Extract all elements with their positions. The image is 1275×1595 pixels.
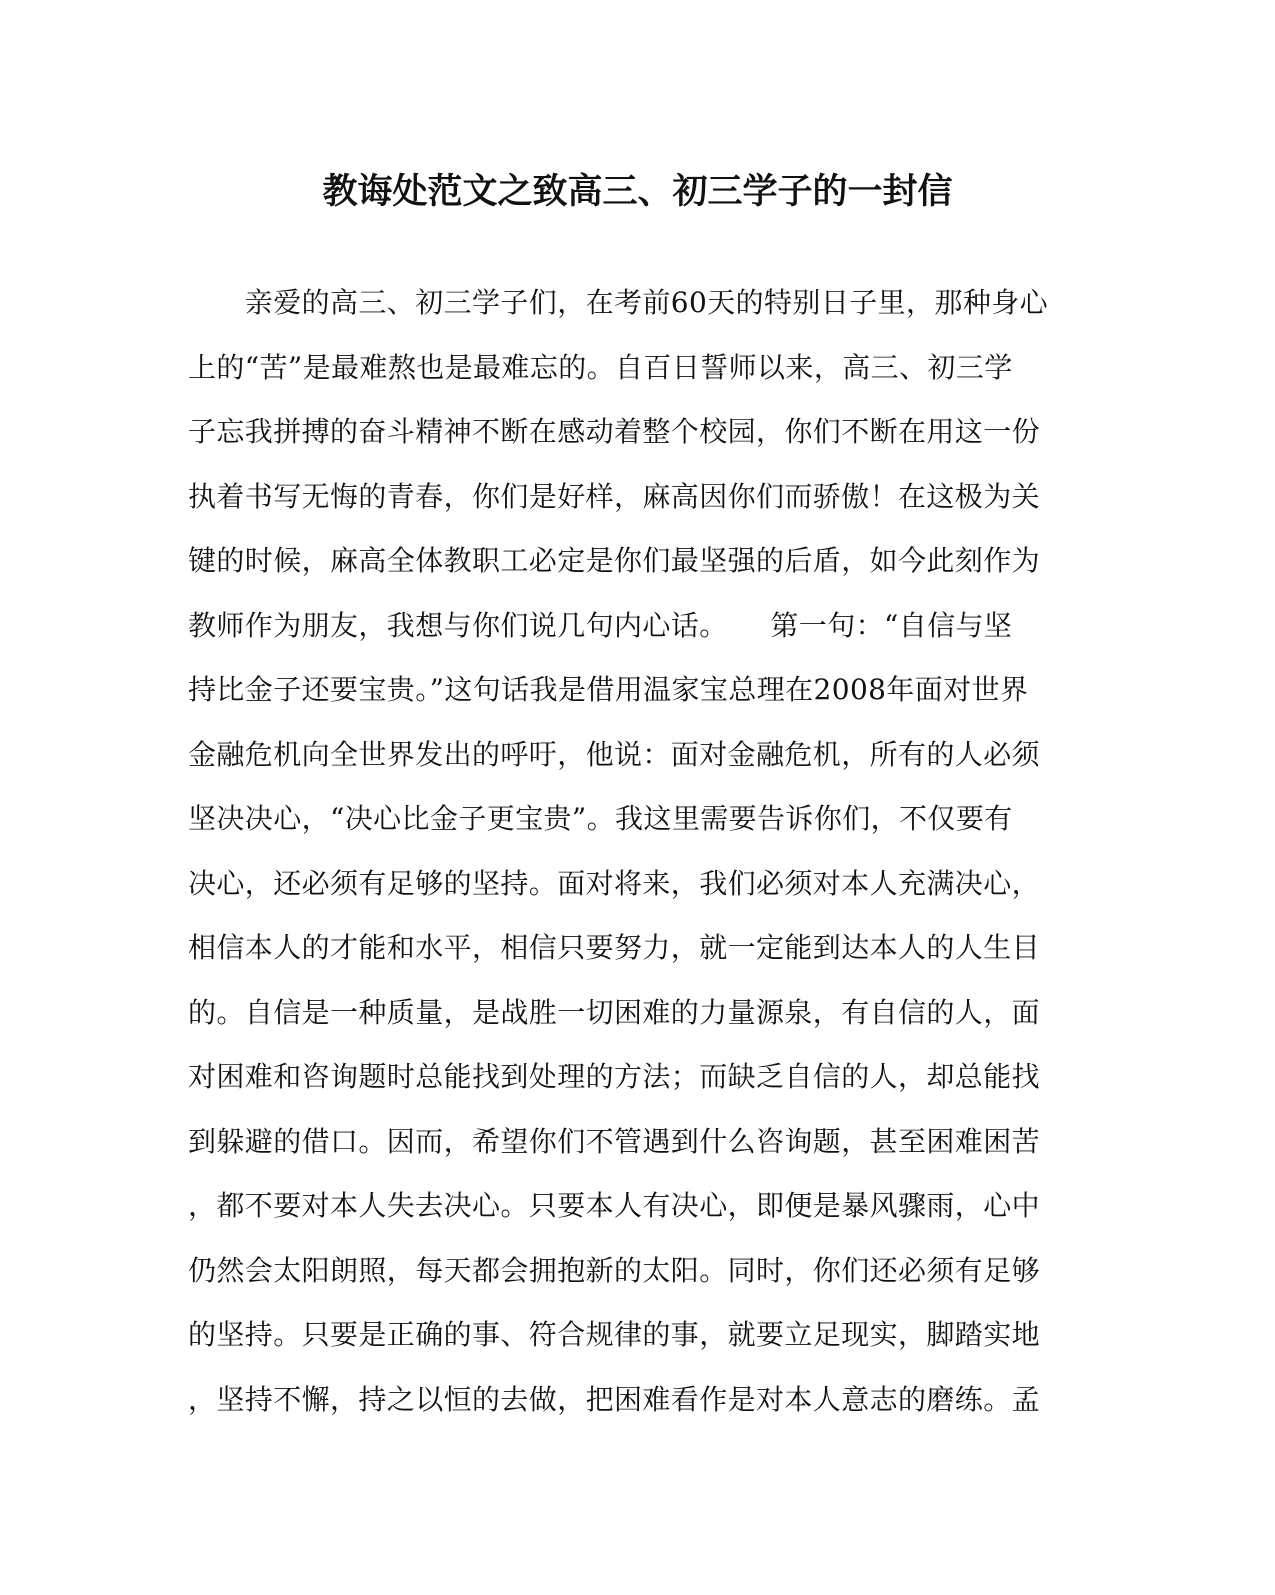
body-line: 坚决决心，“决心比金子更宝贵”。我这里需要告诉你们，不仅要有 [188,802,1013,835]
body-line: 键的时候，麻高全体教职工必定是你们最坚强的后盾，如今此刻作为 [188,544,1041,577]
body-line: 仍然会太阳朗照，每天都会拥抱新的太阳。同时，你们还必须有足够 [188,1253,1041,1287]
body-line: 到躲避的借口。因而，希望你们不管遇到什么咨询题，甚至困难困苦 [188,1124,1041,1158]
body-line: ，坚持不懈，持之以恒的去做，把困难看作是对本人意志的磨练。孟 [188,1382,1041,1416]
body-line: ，都不要对本人失去决心。只要本人有决心，即便是暴风骤雨，心中 [188,1189,1041,1222]
body-line: 相信本人的才能和水平，相信只要努力，就一定能到达本人的人生目 [188,931,1041,964]
body-line: 的坚持。只要是正确的事、符合规律的事，就要立足现实，脚踏实地 [188,1318,1041,1351]
body-line: 执着书写无悔的青春，你们是好样，麻高因你们而骄傲！在这极为关 [188,479,1041,513]
document-title: 教诲处范文之致高三、初三学子的一封信 [322,171,953,212]
body-line: 上的“苦”是最难熬也是最难忘的。自百日誓师以来，高三、初三学 [188,350,1013,384]
body-line: 教师作为朋友，我想与你们说几句内心话。 第一句：“自信与坚 [188,608,1013,642]
body-line: 的。自信是一种质量，是战胜一切困难的力量源泉，有自信的人，面 [188,995,1041,1029]
body-line: 持比金子还要宝贵。”这句话我是借用温家宝总理在2008年面对世界 [188,673,1029,706]
body-line: 对困难和咨询题时总能找到处理的方法；而缺乏自信的人，却总能找 [188,1060,1041,1093]
body-line: 亲爱的高三、初三学子们，在考前60天的特别日子里，那种身心 [188,286,1049,319]
body-line: 子忘我拼搏的奋斗精神不断在感动着整个校园，你们不断在用这一份 [188,415,1041,448]
document-body [188,280,1088,1441]
body-line: 金融危机向全世界发出的呼吁，他说：面对金融危机，所有的人必须 [188,737,1041,771]
body-line: 决心，还必须有足够的坚持。面对将来，我们必须对本人充满决心， [188,866,1041,900]
